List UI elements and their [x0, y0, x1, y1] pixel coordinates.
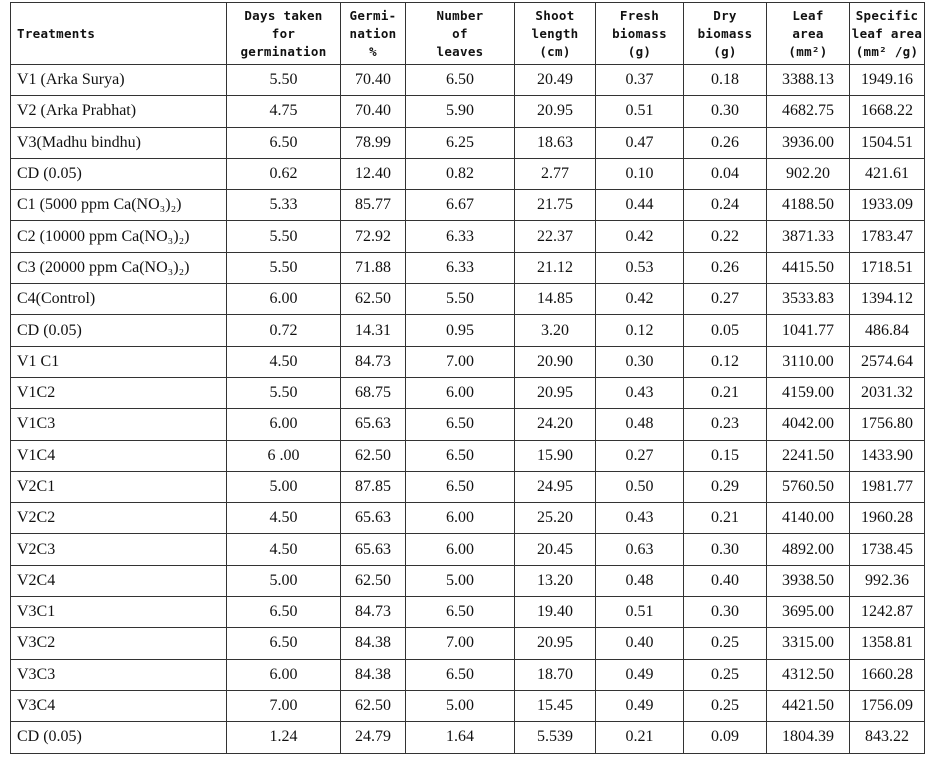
value-cell: 5.50 — [227, 252, 341, 283]
value-cell: 65.63 — [341, 503, 406, 534]
column-header-line: germination — [240, 43, 327, 59]
value-cell: 12.40 — [341, 158, 406, 189]
column-header — [227, 3, 341, 65]
treatment-cell: C4(Control) — [11, 284, 227, 315]
value-cell: 14.31 — [341, 315, 406, 346]
value-cell: 62.50 — [341, 440, 406, 471]
value-cell: 20.95 — [515, 377, 596, 408]
value-cell: 0.50 — [596, 471, 684, 502]
value-cell: 6.67 — [406, 190, 515, 221]
column-header — [341, 3, 406, 65]
value-cell: 62.50 — [341, 565, 406, 596]
value-cell: 6.50 — [406, 440, 515, 471]
value-cell: 0.21 — [684, 503, 767, 534]
value-cell: 5760.50 — [767, 471, 850, 502]
column-header-line: Germi- — [349, 7, 397, 23]
value-cell: 1.64 — [406, 722, 515, 753]
column-header-line: Shoot — [535, 7, 575, 23]
value-cell: 0.22 — [684, 221, 767, 252]
value-cell: 84.38 — [341, 628, 406, 659]
value-cell: 84.73 — [341, 597, 406, 628]
treatment-cell: V3C4 — [11, 690, 227, 721]
table-row — [11, 659, 925, 690]
value-cell: 5.50 — [227, 65, 341, 96]
value-cell: 0.26 — [684, 127, 767, 158]
column-header — [596, 3, 684, 65]
value-cell: 6.50 — [406, 471, 515, 502]
value-cell: 15.45 — [515, 690, 596, 721]
column-header — [850, 3, 925, 65]
table-row — [11, 127, 925, 158]
value-cell: 5.50 — [227, 221, 341, 252]
value-cell: 5.00 — [227, 471, 341, 502]
value-cell: 1804.39 — [767, 722, 850, 753]
value-cell: 0.49 — [596, 659, 684, 690]
treatment-cell: V2C1 — [11, 471, 227, 502]
value-cell: 5.00 — [406, 690, 515, 721]
value-cell: 0.24 — [684, 190, 767, 221]
value-cell: 0.42 — [596, 284, 684, 315]
value-cell: 0.42 — [596, 221, 684, 252]
value-cell: 1660.28 — [850, 659, 925, 690]
value-cell: 0.05 — [684, 315, 767, 346]
value-cell: 6.00 — [227, 659, 341, 690]
table-row — [11, 471, 925, 502]
value-cell: 19.40 — [515, 597, 596, 628]
value-cell: 0.30 — [684, 597, 767, 628]
header-row — [11, 3, 925, 65]
value-cell: 3936.00 — [767, 127, 850, 158]
value-cell: 24.20 — [515, 409, 596, 440]
value-cell: 4140.00 — [767, 503, 850, 534]
value-cell: 0.25 — [684, 628, 767, 659]
value-cell: 4.50 — [227, 534, 341, 565]
value-cell: 0.12 — [684, 346, 767, 377]
value-cell: 6.00 — [406, 534, 515, 565]
table-row — [11, 284, 925, 315]
table-row — [11, 221, 925, 252]
value-cell: 4.50 — [227, 346, 341, 377]
treatment-cell: V2C2 — [11, 503, 227, 534]
treatment-cell: V1 C1 — [11, 346, 227, 377]
value-cell: 22.37 — [515, 221, 596, 252]
table-header — [11, 3, 925, 65]
value-cell: 84.73 — [341, 346, 406, 377]
value-cell: 71.88 — [341, 252, 406, 283]
value-cell: 0.82 — [406, 158, 515, 189]
value-cell: 0.26 — [684, 252, 767, 283]
value-cell: 0.29 — [684, 471, 767, 502]
table-row — [11, 315, 925, 346]
value-cell: 1933.09 — [850, 190, 925, 221]
value-cell: 6.00 — [227, 284, 341, 315]
column-header-line: Dry — [713, 7, 737, 23]
value-cell: 2574.64 — [850, 346, 925, 377]
table-row — [11, 65, 925, 96]
value-cell: 21.12 — [515, 252, 596, 283]
column-header — [684, 3, 767, 65]
value-cell: 84.38 — [341, 659, 406, 690]
value-cell: 1756.09 — [850, 690, 925, 721]
treatment-cell: C3 (20000 ppm Ca(NO₃)₂) — [11, 252, 227, 283]
treatment-cell: CD (0.05) — [11, 158, 227, 189]
value-cell: 0.43 — [596, 503, 684, 534]
table-row — [11, 96, 925, 127]
value-cell: 0.48 — [596, 565, 684, 596]
column-header-line: Number — [436, 7, 484, 23]
table-row — [11, 409, 925, 440]
treatment-cell: V1C2 — [11, 377, 227, 408]
column-header-line: (mm²) — [788, 43, 828, 59]
value-cell: 1783.47 — [850, 221, 925, 252]
value-cell: 6.33 — [406, 221, 515, 252]
column-header — [11, 3, 227, 65]
value-cell: 6.50 — [406, 659, 515, 690]
value-cell: 62.50 — [341, 690, 406, 721]
table-body — [11, 65, 925, 754]
value-cell: 1242.87 — [850, 597, 925, 628]
value-cell: 18.70 — [515, 659, 596, 690]
value-cell: 0.63 — [596, 534, 684, 565]
value-cell: 0.21 — [596, 722, 684, 753]
value-cell: 1981.77 — [850, 471, 925, 502]
value-cell: 0.15 — [684, 440, 767, 471]
treatment-cell: V1C3 — [11, 409, 227, 440]
value-cell: 0.40 — [596, 628, 684, 659]
value-cell: 0.09 — [684, 722, 767, 753]
value-cell: 3388.13 — [767, 65, 850, 96]
value-cell: 1433.90 — [850, 440, 925, 471]
treatment-cell: V2C4 — [11, 565, 227, 596]
value-cell: 20.90 — [515, 346, 596, 377]
value-cell: 6.50 — [227, 628, 341, 659]
value-cell: 4.50 — [227, 503, 341, 534]
treatment-cell: V2 (Arka Prabhat) — [11, 96, 227, 127]
value-cell: 0.48 — [596, 409, 684, 440]
value-cell: 1960.28 — [850, 503, 925, 534]
value-cell: 24.79 — [341, 722, 406, 753]
value-cell: 0.53 — [596, 252, 684, 283]
value-cell: 6.00 — [406, 503, 515, 534]
value-cell: 843.22 — [850, 722, 925, 753]
value-cell: 7.00 — [406, 628, 515, 659]
value-cell: 3315.00 — [767, 628, 850, 659]
value-cell: 65.63 — [341, 409, 406, 440]
value-cell: 1.24 — [227, 722, 341, 753]
value-cell: 6.50 — [406, 65, 515, 96]
value-cell: 15.90 — [515, 440, 596, 471]
value-cell: 0.72 — [227, 315, 341, 346]
value-cell: 72.92 — [341, 221, 406, 252]
value-cell: 0.95 — [406, 315, 515, 346]
column-header-line: Fresh — [619, 7, 660, 23]
value-cell: 7.00 — [406, 346, 515, 377]
value-cell: 3.20 — [515, 315, 596, 346]
value-cell: 0.18 — [684, 65, 767, 96]
table-row — [11, 190, 925, 221]
value-cell: 4159.00 — [767, 377, 850, 408]
value-cell: 3110.00 — [767, 346, 850, 377]
value-cell: 6.33 — [406, 252, 515, 283]
column-header-line: biomass — [612, 25, 667, 41]
value-cell: 18.63 — [515, 127, 596, 158]
value-cell: 421.61 — [850, 158, 925, 189]
value-cell: 24.95 — [515, 471, 596, 502]
value-cell: 6.25 — [406, 127, 515, 158]
value-cell: 5.00 — [406, 565, 515, 596]
column-header-line: (g) — [713, 43, 737, 59]
value-cell: 7.00 — [227, 690, 341, 721]
value-cell: 6 .00 — [227, 440, 341, 471]
treatment-cell: V3C1 — [11, 597, 227, 628]
column-header — [406, 3, 515, 65]
value-cell: 486.84 — [850, 315, 925, 346]
table-row — [11, 565, 925, 596]
value-cell: 902.20 — [767, 158, 850, 189]
value-cell: 5.50 — [406, 284, 515, 315]
value-cell: 0.12 — [596, 315, 684, 346]
value-cell: 3695.00 — [767, 597, 850, 628]
value-cell: 6.50 — [406, 409, 515, 440]
column-header-line: (mm² /g) — [855, 43, 919, 59]
value-cell: 0.43 — [596, 377, 684, 408]
value-cell: 14.85 — [515, 284, 596, 315]
value-cell: 5.90 — [406, 96, 515, 127]
value-cell: 1394.12 — [850, 284, 925, 315]
treatment-cell: V2C3 — [11, 534, 227, 565]
table-row — [11, 628, 925, 659]
value-cell: 992.36 — [850, 565, 925, 596]
value-cell: 0.44 — [596, 190, 684, 221]
column-header-line: biomass — [697, 25, 753, 41]
value-cell: 0.21 — [684, 377, 767, 408]
value-cell: 65.63 — [341, 534, 406, 565]
value-cell: 0.37 — [596, 65, 684, 96]
value-cell: 68.75 — [341, 377, 406, 408]
value-cell: 4415.50 — [767, 252, 850, 283]
table-row — [11, 503, 925, 534]
table-row — [11, 158, 925, 189]
column-header — [767, 3, 850, 65]
value-cell: 5.539 — [515, 722, 596, 753]
value-cell: 0.49 — [596, 690, 684, 721]
value-cell: 0.62 — [227, 158, 341, 189]
value-cell: 2031.32 — [850, 377, 925, 408]
treatment-cell: CD (0.05) — [11, 315, 227, 346]
value-cell: 4.75 — [227, 96, 341, 127]
column-header-line: Treatments — [17, 25, 96, 41]
value-cell: 0.25 — [684, 690, 767, 721]
value-cell: 70.40 — [341, 65, 406, 96]
value-cell: 62.50 — [341, 284, 406, 315]
value-cell: 6.00 — [227, 409, 341, 440]
treatment-cell: V3C3 — [11, 659, 227, 690]
table-row — [11, 346, 925, 377]
value-cell: 2241.50 — [767, 440, 850, 471]
value-cell: 13.20 — [515, 565, 596, 596]
value-cell: 70.40 — [341, 96, 406, 127]
column-header-line: for — [271, 25, 296, 41]
value-cell: 2.77 — [515, 158, 596, 189]
value-cell: 0.23 — [684, 409, 767, 440]
value-cell: 5.00 — [227, 565, 341, 596]
value-cell: 85.77 — [341, 190, 406, 221]
value-cell: 0.04 — [684, 158, 767, 189]
table-row — [11, 440, 925, 471]
column-header-line: (cm) — [539, 43, 571, 59]
column-header-line: (g) — [627, 43, 652, 59]
value-cell: 1358.81 — [850, 628, 925, 659]
column-header-line: length — [531, 25, 579, 41]
column-header — [515, 3, 596, 65]
value-cell: 0.51 — [596, 597, 684, 628]
value-cell: 0.27 — [684, 284, 767, 315]
value-cell: 1738.45 — [850, 534, 925, 565]
value-cell: 4421.50 — [767, 690, 850, 721]
value-cell: 0.47 — [596, 127, 684, 158]
value-cell: 4682.75 — [767, 96, 850, 127]
value-cell: 6.50 — [227, 127, 341, 158]
value-cell: 0.30 — [684, 534, 767, 565]
column-header-line: leaf area — [851, 25, 923, 41]
value-cell: 1718.51 — [850, 252, 925, 283]
column-header-line: leaves — [436, 43, 484, 59]
value-cell: 4312.50 — [767, 659, 850, 690]
value-cell: 0.27 — [596, 440, 684, 471]
treatment-cell: CD (0.05) — [11, 722, 227, 753]
table-row — [11, 252, 925, 283]
value-cell: 87.85 — [341, 471, 406, 502]
column-header-line: of — [452, 25, 468, 41]
value-cell: 4042.00 — [767, 409, 850, 440]
value-cell: 6.00 — [406, 377, 515, 408]
value-cell: 1756.80 — [850, 409, 925, 440]
table-row — [11, 597, 925, 628]
table-row — [11, 534, 925, 565]
value-cell: 25.20 — [515, 503, 596, 534]
column-header-line: Days taken — [244, 7, 323, 23]
value-cell: 0.30 — [684, 96, 767, 127]
value-cell: 20.45 — [515, 534, 596, 565]
column-header-line: % — [369, 43, 377, 59]
value-cell: 20.49 — [515, 65, 596, 96]
table-row — [11, 722, 925, 753]
value-cell: 21.75 — [515, 190, 596, 221]
value-cell: 4892.00 — [767, 534, 850, 565]
value-cell: 1504.51 — [850, 127, 925, 158]
value-cell: 78.99 — [341, 127, 406, 158]
value-cell: 20.95 — [515, 628, 596, 659]
value-cell: 0.30 — [596, 346, 684, 377]
treatment-cell: C1 (5000 ppm Ca(NO₃)₂) — [11, 190, 227, 221]
treatment-cell: C2 (10000 ppm Ca(NO₃)₂) — [11, 221, 227, 252]
data-table — [10, 2, 925, 754]
treatment-cell: V1C4 — [11, 440, 227, 471]
value-cell: 6.50 — [406, 597, 515, 628]
column-header-line: nation — [349, 25, 397, 41]
value-cell: 5.50 — [227, 377, 341, 408]
treatment-cell: V3C2 — [11, 628, 227, 659]
value-cell: 6.50 — [227, 597, 341, 628]
value-cell: 5.33 — [227, 190, 341, 221]
column-header-line: Leaf — [792, 7, 824, 23]
treatment-cell: V3(Madhu bindhu) — [11, 127, 227, 158]
value-cell: 1668.22 — [850, 96, 925, 127]
value-cell: 0.51 — [596, 96, 684, 127]
value-cell: 0.40 — [684, 565, 767, 596]
value-cell: 1949.16 — [850, 65, 925, 96]
value-cell: 3871.33 — [767, 221, 850, 252]
value-cell: 1041.77 — [767, 315, 850, 346]
value-cell: 0.10 — [596, 158, 684, 189]
treatment-cell: V1 (Arka Surya) — [11, 65, 227, 96]
value-cell: 3938.50 — [767, 565, 850, 596]
table-row — [11, 377, 925, 408]
column-header-line: area — [792, 25, 824, 41]
value-cell: 20.95 — [515, 96, 596, 127]
value-cell: 4188.50 — [767, 190, 850, 221]
value-cell: 3533.83 — [767, 284, 850, 315]
column-header-line: Specific — [855, 7, 919, 23]
table-row — [11, 690, 925, 721]
value-cell: 0.25 — [684, 659, 767, 690]
